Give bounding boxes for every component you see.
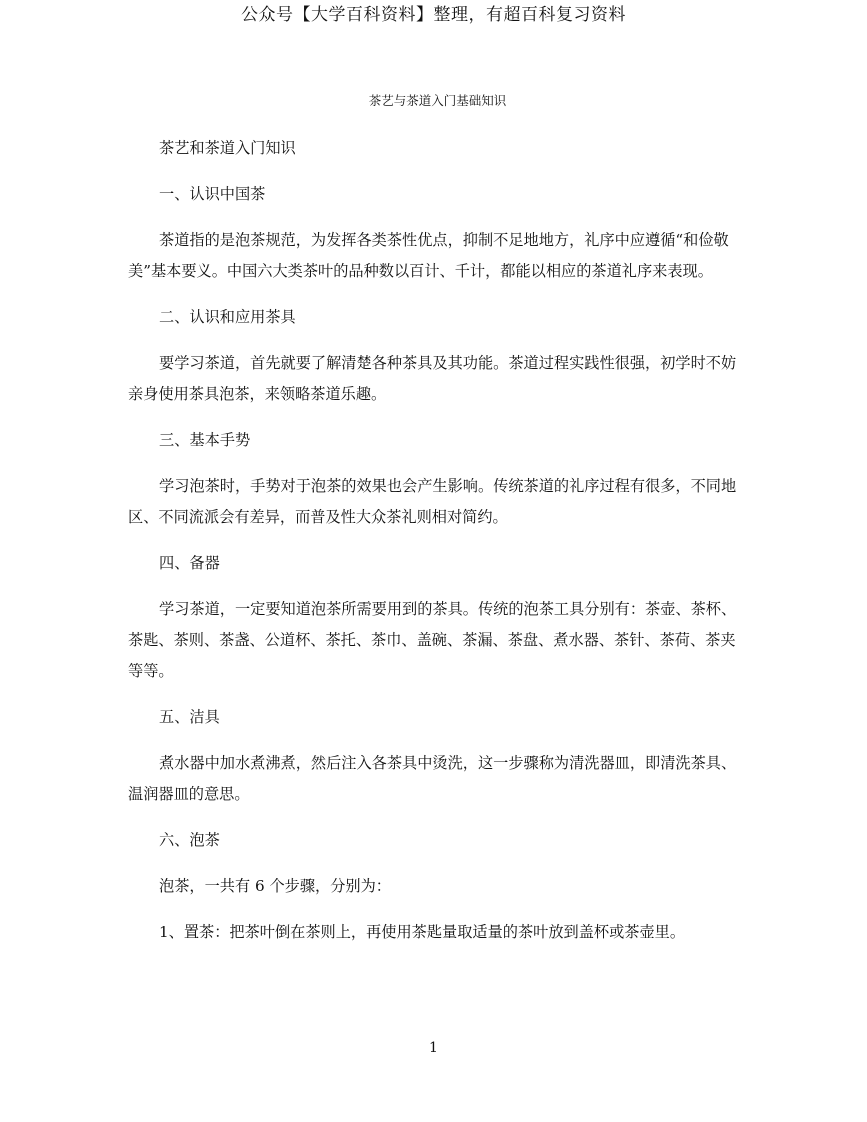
document-body — [128, 133, 746, 948]
section-heading-2: 二、认识和应用茶具 — [159, 308, 296, 326]
section-heading-5: 五、洁具 — [159, 708, 220, 726]
step-1: 1、置茶：把茶叶倒在茶则上，再使用茶匙量取适量的茶叶放到盖杯或茶壶里。 — [159, 923, 686, 941]
section-heading-1: 一、认识中国茶 — [159, 185, 266, 203]
page-number: 1 — [429, 1040, 438, 1056]
document-title: 茶艺与茶道入门基础知识 — [368, 93, 507, 108]
section-body-2: 要学习茶道，首先就要了解清楚各种茶具及其功能。茶道过程实践性很强，初学时不妨亲身使用茶具泡茶，来领略茶道乐趣。 — [128, 354, 737, 403]
document-subtitle: 茶艺和茶道入门知识 — [159, 139, 296, 157]
section-heading-6: 六、泡茶 — [159, 831, 220, 849]
section-body-5: 煮水器中加水煮沸煮，然后注入各茶具中烫洗，这一步骤称为清洗器皿，即清洗茶具、温润器皿的意思。 — [128, 754, 737, 803]
section-heading-3: 三、基本手势 — [159, 431, 251, 449]
section-body-4: 学习茶道，一定要知道泡茶所需要用到的茶具。传统的泡茶工具分别有：茶壶、茶杯、茶匙、茶则、茶盏、公道杯、茶托、茶巾、盖碗、茶漏、茶盘、煮水器、茶针、茶荷、茶夹等等。 — [128, 600, 737, 680]
page-header: 公众号【大学百科资料】整理，有超百科复习资料 — [241, 5, 626, 25]
section-body-6: 泡茶，一共有 6 个步骤，分别为： — [159, 877, 391, 895]
section-body-1: 茶道指的是泡茶规范，为发挥各类茶性优点，抑制不足地地方，礼序中应遵循“和俭敬美”基本要义。中国六大类茶叶的品种数以百计、千计，都能以相应的茶道礼序来表现。 — [128, 231, 729, 280]
section-body-3: 学习泡茶时，手势对于泡茶的效果也会产生影响。传统茶道的礼序过程有很多，不同地区、不同流派会有差异，而普及性大众茶礼则相对简约。 — [128, 477, 737, 526]
section-heading-4: 四、备器 — [159, 554, 220, 572]
